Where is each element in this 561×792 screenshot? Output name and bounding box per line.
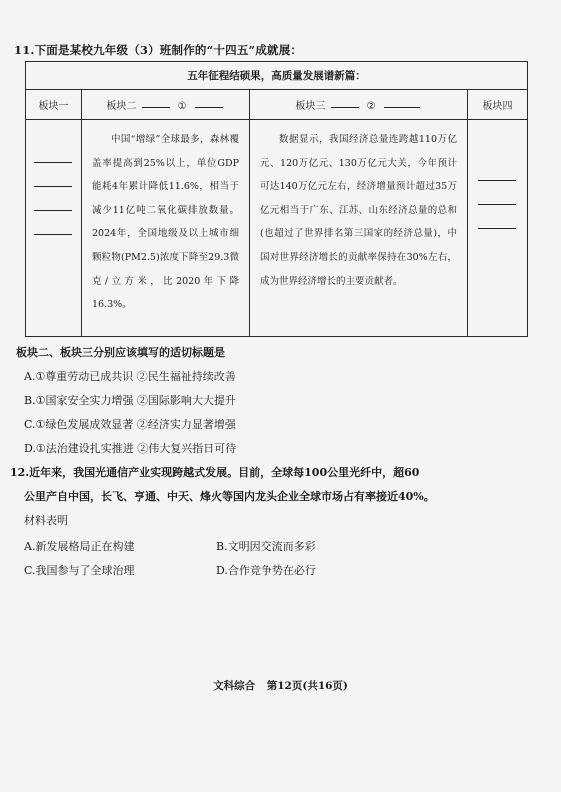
- blank-line: [478, 228, 516, 229]
- block1-blanks: [26, 120, 82, 337]
- block2-blank-left: [142, 106, 170, 108]
- q12-option-b[interactable]: B.文明因交流而多彩: [216, 540, 316, 553]
- blank-line: [478, 180, 516, 181]
- block3-blank-right: [384, 106, 420, 108]
- footer-page-number: 第12页(共16页): [266, 680, 348, 692]
- question-12-line3: 材料表明: [24, 514, 68, 527]
- question-12-line1: 12.近年来，我国光通信产业实现跨越式发展。目前，全球每100公里光纤中，超60: [10, 466, 420, 479]
- block2-number: ①: [177, 101, 187, 112]
- table-banner: 五年征程结硕果，高质量发展谱新篇：: [26, 62, 528, 90]
- col-header-block1: 板块一: [26, 90, 82, 120]
- blank-line: [478, 204, 516, 205]
- col-header-block4: 板块四: [468, 90, 528, 120]
- block3-content: [250, 120, 468, 337]
- q11-option-b[interactable]: B.①国家安全实力增强 ②国际影响大大提升: [24, 394, 236, 407]
- block4-blanks: [468, 120, 528, 337]
- q12-option-c[interactable]: C.我国参与了全球治理: [24, 564, 135, 577]
- q11-option-c[interactable]: C.①绿色发展成效显著 ②经济实力显著增强: [24, 418, 236, 431]
- block2-label: 板块二: [106, 101, 137, 112]
- block3-label: 板块三: [295, 101, 326, 112]
- achievement-table: [25, 61, 528, 337]
- col-header-block2: [82, 90, 250, 120]
- block2-content: [82, 120, 250, 337]
- block3-text: 数据显示，我国经济总量连跨越110万亿元、120万亿元、130万亿元大关，今年预计可达140万亿元左右，经济增量预计超过35万亿元相当于广东、江苏、山东经济总量的总和(也超过了世界排名第三国家的经济总量)，中国对世界经济增长的贡献率保持在30%左右，成为世界经济增长的主要贡献者。: [260, 134, 457, 287]
- block3-number: ②: [366, 101, 376, 112]
- q11-option-a[interactable]: A.①尊重劳动已成共识 ②民生福祉持续改善: [24, 370, 236, 383]
- page-footer: [0, 678, 561, 693]
- blank-line: [34, 234, 72, 235]
- blank-line: [34, 162, 72, 163]
- block2-blank-right: [195, 106, 223, 108]
- blank-line: [34, 210, 72, 211]
- question-12-line2: 公里产自中国，长飞、亨通、中天、烽火等国内龙头企业全球市场占有率接近40%。: [24, 490, 435, 503]
- q12-option-a[interactable]: A.新发展格局正在构建: [24, 540, 135, 553]
- block2-text: 中国“增绿”全球最多，森林覆盖率提高到25%以上，单位GDP能耗4年累计降低11.6%，相当于减少11亿吨二氧化碳排放数量。2024年，全国地级及以上城市细颗粒物(PM2.5)浓度下降至29.3微克/立方米，比2020年下降16.3%。: [92, 134, 239, 311]
- block3-blank-left: [331, 106, 359, 108]
- col-header-block3: [250, 90, 468, 120]
- question-11-title: 11.下面是某校九年级（3）班制作的“十四五”成就展：: [14, 43, 303, 57]
- blank-line: [34, 186, 72, 187]
- q12-option-d[interactable]: D.合作竞争势在必行: [216, 564, 316, 577]
- q11-option-d[interactable]: D.①法治建设扎实推进 ②伟大复兴指日可待: [24, 442, 237, 455]
- footer-subject: 文科综合: [213, 680, 256, 692]
- question-11-stem: 板块二、板块三分别应该填写的适切标题是: [16, 346, 225, 359]
